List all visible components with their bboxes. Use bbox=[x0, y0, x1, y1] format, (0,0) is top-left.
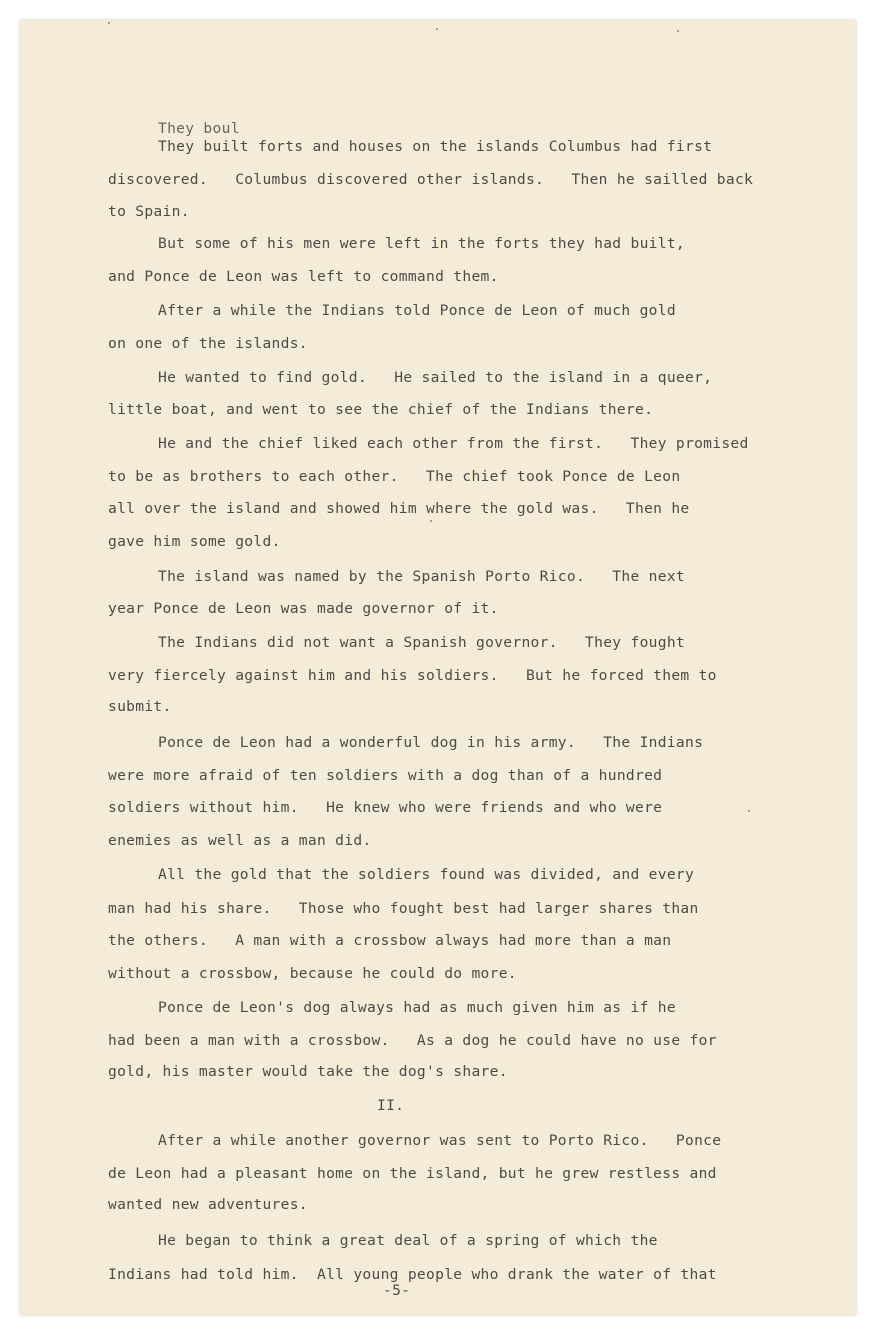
text-line: He wanted to find gold. He sailed to the island in a queer, bbox=[158, 369, 713, 386]
page-text bbox=[20, 20, 856, 1315]
struck-fragment: They boul bbox=[158, 120, 240, 137]
text-line: de Leon had a pleasant home on the island, but he grew restless and bbox=[108, 1165, 717, 1182]
paper-speck bbox=[677, 30, 679, 32]
text-line: enemies as well as a man did. bbox=[108, 832, 372, 849]
text-line: He and the chief liked each other from the first. They promised bbox=[158, 435, 749, 452]
text-line: Ponce de Leon had a wonderful dog in his army. The Indians bbox=[158, 734, 704, 751]
text-line: discovered. Columbus discovered other islands. Then he sailled back bbox=[108, 171, 754, 188]
text-line: little boat, and went to see the chief of the Indians there. bbox=[108, 401, 654, 418]
text-line: After a while another governor was sent to Porto Rico. Ponce bbox=[158, 1132, 722, 1149]
text-line: to be as brothers to each other. The chief took Ponce de Leon bbox=[108, 468, 681, 485]
text-line: were more afraid of ten soldiers with a dog than of a hundred bbox=[108, 767, 663, 784]
text-line: submit. bbox=[108, 698, 172, 715]
paper-speck bbox=[436, 28, 438, 30]
text-line: man had his share. Those who fought best had larger shares than bbox=[108, 900, 699, 917]
section-heading: II. bbox=[377, 1097, 405, 1114]
text-line: and Ponce de Leon was left to command them. bbox=[108, 268, 499, 285]
paper-speck bbox=[748, 810, 750, 812]
text-line: Ponce de Leon's dog always had as much given him as if he bbox=[158, 999, 676, 1016]
text-line: wanted new adventures. bbox=[108, 1196, 308, 1213]
text-line: all over the island and showed him where the gold was. Then he bbox=[108, 500, 690, 517]
text-line: They built forts and houses on the islands Columbus had first bbox=[158, 138, 713, 155]
text-line: without a crossbow, because he could do more. bbox=[108, 965, 517, 982]
text-line: Indians had told him. All young people who drank the water of that bbox=[108, 1266, 717, 1283]
text-line: gave him some gold. bbox=[108, 533, 281, 550]
text-line: had been a man with a crossbow. As a dog he could have no use for bbox=[108, 1032, 717, 1049]
text-line: The Indians did not want a Spanish governor. They fought bbox=[158, 634, 685, 651]
paper-speck bbox=[108, 22, 110, 24]
text-line: After a while the Indians told Ponce de Leon of much gold bbox=[158, 302, 676, 319]
paper-speck bbox=[430, 520, 432, 522]
text-line: All the gold that the soldiers found was divided, and every bbox=[158, 866, 695, 883]
page-number: -5- bbox=[383, 1282, 411, 1299]
text-line: The island was named by the Spanish Porto Rico. The next bbox=[158, 568, 685, 585]
typewritten-page bbox=[20, 20, 856, 1315]
text-line: to Spain. bbox=[108, 203, 190, 220]
text-line: soldiers without him. He knew who were friends and who were bbox=[108, 799, 663, 816]
text-line: He began to think a great deal of a spring of which the bbox=[158, 1232, 658, 1249]
text-line: very fiercely against him and his soldiers. But he forced them to bbox=[108, 667, 717, 684]
text-line: gold, his master would take the dog's share. bbox=[108, 1063, 508, 1080]
text-line: But some of his men were left in the forts they had built, bbox=[158, 235, 685, 252]
text-line: year Ponce de Leon was made governor of it. bbox=[108, 600, 499, 617]
text-line: on one of the islands. bbox=[108, 335, 308, 352]
text-line: the others. A man with a crossbow always had more than a man bbox=[108, 932, 672, 949]
